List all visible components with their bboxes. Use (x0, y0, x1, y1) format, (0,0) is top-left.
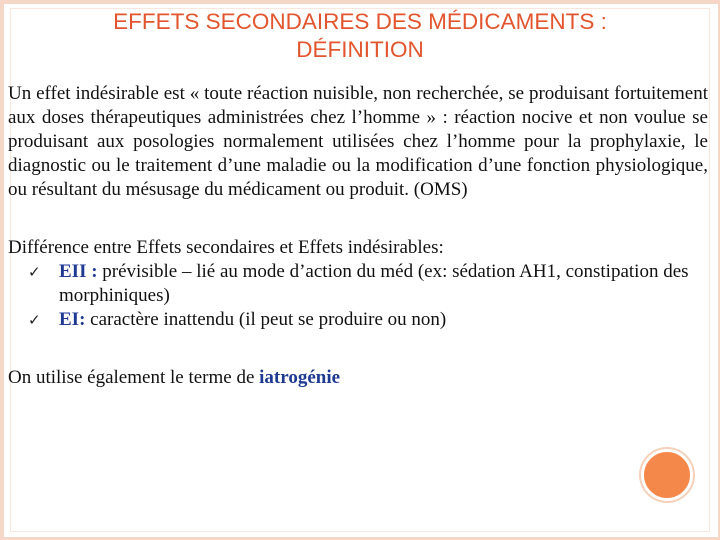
term-ei-text: caractère inattendu (il peut se produire ou non) (85, 309, 447, 330)
slide-title (40, 8, 680, 64)
definition-paragraph: Un effet indésirable est « toute réaction nuisible, non recherchée, se produisant fortuitement aux doses thérapeutiques administrées chez l’homme » : réaction nocive et non voulue se produisant aux posologies normalement utilisées chez l’homme pour la prophylaxie, le diagnostic ou le traitement d’une maladie ou la modification d’une fonction physiologique, ou résultant du mésusage du médicament ou produit. (OMS) (8, 83, 708, 200)
checkmark-icon: ✓ (28, 263, 41, 281)
title-line-2: DÉFINITION (296, 37, 424, 62)
slide-body (8, 82, 708, 390)
difference-intro: Différence entre Effets secondaires et Effets indésirables: (8, 237, 444, 258)
iatrogenie-term: iatrogénie (259, 367, 341, 388)
closing-line (8, 366, 708, 390)
list-item (8, 308, 708, 332)
term-eii-text: prévisible – lié au mode d’action du méd (ex: sédation AH1, constipation des morphiniques) (59, 261, 689, 306)
difference-list (8, 260, 708, 332)
list-item (8, 260, 708, 308)
closing-prefix: On utilise également le terme de (8, 367, 260, 388)
term-eii: EII : (59, 261, 98, 282)
decorative-circle (641, 449, 693, 501)
checkmark-icon: ✓ (28, 311, 41, 329)
title-line-1: EFFETS SECONDAIRES DES MÉDICAMENTS : (113, 9, 607, 34)
term-ei: EI: (59, 309, 86, 330)
